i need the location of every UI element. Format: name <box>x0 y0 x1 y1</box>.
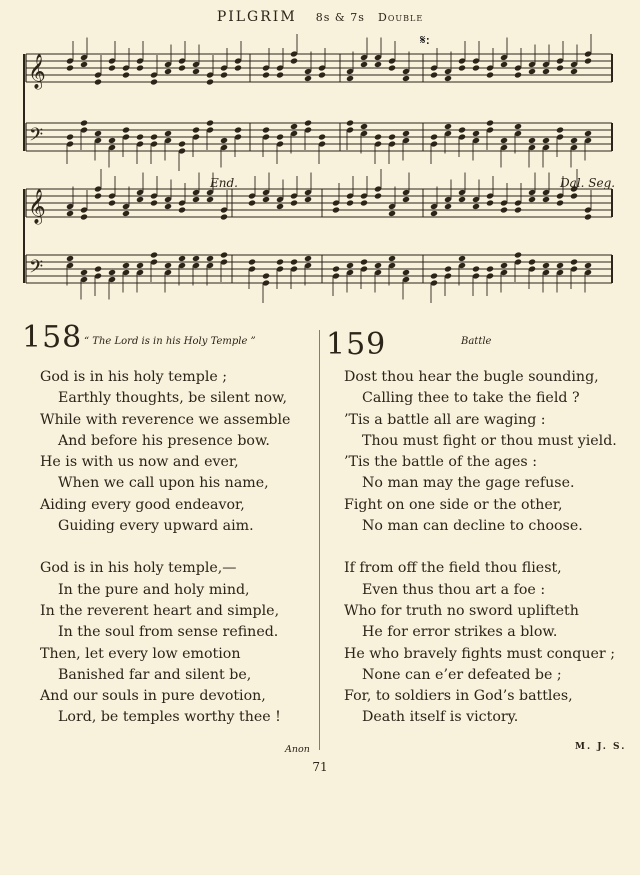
note-head <box>430 210 438 217</box>
hymn-subtitle: Battle <box>461 336 492 347</box>
note-head <box>542 262 550 269</box>
note-head <box>388 64 396 71</box>
verse-line: Then, let every low emotion <box>40 645 241 662</box>
note-head <box>346 262 354 269</box>
note-head <box>122 262 130 269</box>
note-head <box>150 199 158 206</box>
note-head <box>304 75 312 82</box>
verse-line: God is in his holy temple ; <box>40 369 228 385</box>
note-head <box>304 255 312 262</box>
note-head <box>402 75 410 82</box>
note-head <box>486 119 494 126</box>
note-head <box>472 130 480 137</box>
verse-line: ’Tis the battle of the ages : <box>344 454 537 471</box>
tune-name: PILGRIM <box>216 9 297 25</box>
note-head <box>570 137 578 144</box>
verse-line: When we call upon his name, <box>58 475 269 492</box>
note-head <box>66 133 74 140</box>
attribution: Anon <box>285 744 310 755</box>
note-head <box>346 119 354 126</box>
note-head <box>444 203 452 210</box>
note-head <box>458 255 466 262</box>
note-head <box>262 71 270 78</box>
verse-line: God is in his holy temple,— <box>40 560 237 577</box>
note-head <box>220 251 228 258</box>
verse-line: Thou must fight or thou must yield. <box>362 432 617 449</box>
treble-clef-icon: 𝄞 <box>28 54 46 89</box>
note-head <box>206 196 214 203</box>
note-head <box>94 130 102 137</box>
verse-line: ’Tis a battle all are waging : <box>344 411 546 428</box>
note-head <box>514 206 522 213</box>
column-divider <box>319 330 320 750</box>
note-head <box>528 196 536 203</box>
note-head <box>360 258 368 265</box>
note-head <box>584 262 592 269</box>
note-head <box>220 71 228 78</box>
note-head <box>556 64 564 71</box>
note-head <box>374 61 382 68</box>
note-head <box>136 64 144 71</box>
note-head <box>304 196 312 203</box>
note-head <box>94 78 102 85</box>
verse-line: Calling thee to take the field ? <box>362 390 580 407</box>
note-head <box>360 61 368 68</box>
note-head <box>248 199 256 206</box>
note-head <box>514 123 522 130</box>
note-head <box>528 137 536 144</box>
note-head <box>192 68 200 75</box>
note-head <box>556 126 564 133</box>
note-head <box>374 262 382 269</box>
note-head <box>528 68 536 75</box>
note-head <box>66 255 74 262</box>
note-head <box>570 258 578 265</box>
note-head <box>290 258 298 265</box>
note-head <box>276 258 284 265</box>
note-head <box>262 272 270 279</box>
note-head <box>206 119 214 126</box>
note-head <box>388 210 396 217</box>
verse-line: Death itself is victory. <box>362 709 519 726</box>
note-head <box>206 78 214 85</box>
verse-line: Even thus thou art a foe : <box>362 581 546 598</box>
note-head <box>500 262 508 269</box>
note-head <box>220 213 228 220</box>
bass-clef-icon: 𝄢 <box>29 125 44 150</box>
note-head <box>94 265 102 272</box>
note-head <box>276 203 284 210</box>
note-head <box>570 192 578 199</box>
note-head <box>458 196 466 203</box>
note-head <box>136 133 144 140</box>
note-head <box>486 71 494 78</box>
note-head <box>80 213 88 220</box>
note-head <box>150 78 158 85</box>
verse-line: And our souls in pure devotion, <box>40 688 266 705</box>
note-head <box>332 265 340 272</box>
note-head <box>122 210 130 217</box>
attribution: M. J. S. <box>575 742 627 752</box>
note-head <box>514 251 522 258</box>
note-head <box>192 126 200 133</box>
note-head <box>178 206 186 213</box>
note-head <box>290 57 298 64</box>
note-head <box>206 255 214 262</box>
note-head <box>500 206 508 213</box>
note-head <box>584 213 592 220</box>
page-number: 71 <box>312 760 328 774</box>
note-head <box>430 133 438 140</box>
note-head <box>304 119 312 126</box>
note-head <box>346 199 354 206</box>
treble-clef-icon: 𝄞 <box>28 189 46 224</box>
note-head <box>178 140 186 147</box>
note-head <box>262 196 270 203</box>
note-head <box>556 262 564 269</box>
end-label: End. <box>210 176 238 190</box>
verse-line: For, to soldiers in God’s battles, <box>344 688 573 705</box>
note-head <box>136 196 144 203</box>
verse-line: In the soul from sense refined. <box>58 624 279 641</box>
hymn-158-text <box>40 367 290 729</box>
note-head <box>164 262 172 269</box>
note-head <box>332 206 340 213</box>
note-head <box>122 126 130 133</box>
note-head <box>108 64 116 71</box>
note-head <box>542 137 550 144</box>
verse-line: Earthly thoughts, be silent now, <box>58 390 287 407</box>
note-head <box>164 130 172 137</box>
hymn-subtitle: “ The Lord is in his Holy Temple ” <box>84 336 256 347</box>
verse-line: Banished far and silent be, <box>58 666 252 683</box>
note-head <box>472 64 480 71</box>
note-head <box>136 262 144 269</box>
note-head <box>402 196 410 203</box>
note-head <box>234 126 242 133</box>
note-head <box>192 255 200 262</box>
note-head <box>584 130 592 137</box>
music-score <box>0 30 640 305</box>
verse-line: He for error strikes a blow. <box>362 624 558 641</box>
verse-line: And before his presence bow. <box>58 432 270 449</box>
note-head <box>220 137 228 144</box>
note-head <box>388 255 396 262</box>
verse-line: None can e’er defeated be ; <box>362 666 562 683</box>
note-head <box>80 119 88 126</box>
hymn-159-text <box>344 367 617 729</box>
note-head <box>80 269 88 276</box>
note-head <box>542 68 550 75</box>
note-head <box>374 192 382 199</box>
note-head <box>276 71 284 78</box>
note-head <box>472 265 480 272</box>
bass-clef-icon: 𝄢 <box>29 257 44 282</box>
note-head <box>374 133 382 140</box>
verse-line: Aiding every good endeavor, <box>40 496 245 513</box>
verse-line: No man may the gage refuse. <box>362 475 575 492</box>
note-head <box>570 68 578 75</box>
note-head <box>556 199 564 206</box>
note-head <box>458 64 466 71</box>
note-head <box>486 199 494 206</box>
note-head <box>248 258 256 265</box>
note-head <box>80 61 88 68</box>
note-head <box>430 71 438 78</box>
hymn-number: 159 <box>326 327 387 362</box>
hymn-number: 158 <box>22 320 83 355</box>
verse-line: He is with us now and ever, <box>40 454 239 471</box>
verse-line: Who for truth no sword uplifteth <box>344 602 579 619</box>
verse-line: He who bravely fights must conquer ; <box>344 645 615 662</box>
verse-line: Lord, be temples worthy thee ! <box>58 709 281 726</box>
note-head <box>290 123 298 130</box>
note-head <box>108 137 116 144</box>
verse-line: In the reverent heart and simple, <box>40 602 280 619</box>
note-head <box>192 196 200 203</box>
note-head <box>108 269 116 276</box>
note-head <box>444 75 452 82</box>
note-head <box>444 265 452 272</box>
note-head <box>486 265 494 272</box>
note-head <box>360 199 368 206</box>
note-head <box>164 68 172 75</box>
note-head <box>66 64 74 71</box>
note-head <box>276 133 284 140</box>
note-head <box>108 199 116 206</box>
note-head <box>402 130 410 137</box>
verse-line: While with reverence we assemble <box>40 411 291 428</box>
verse-line: In the pure and holy mind, <box>58 581 250 598</box>
note-head <box>542 196 550 203</box>
note-head <box>584 57 592 64</box>
verse-line: Fight on one side or the other, <box>344 496 563 513</box>
note-head <box>458 126 466 133</box>
verse-line: If from off the field thou fliest, <box>344 560 562 577</box>
page-header <box>0 9 640 25</box>
note-head <box>262 126 270 133</box>
note-head <box>360 123 368 130</box>
note-head <box>318 71 326 78</box>
note-head <box>150 133 158 140</box>
note-head <box>388 133 396 140</box>
note-head <box>178 255 186 262</box>
note-head <box>514 71 522 78</box>
note-head <box>500 61 508 68</box>
meter-double: Double <box>378 11 424 24</box>
note-head <box>318 133 326 140</box>
verse-line: No man can decline to choose. <box>362 518 583 535</box>
note-head <box>402 269 410 276</box>
verse-line: Dost thou hear the bugle sounding, <box>344 369 599 385</box>
note-head <box>66 210 74 217</box>
dal-seg-label: Dal. Seg. <box>560 176 616 190</box>
meter: 8s & 7s <box>315 11 365 24</box>
note-head <box>444 123 452 130</box>
note-head <box>528 258 536 265</box>
segno: 𝄋: <box>420 33 430 48</box>
note-head <box>290 199 298 206</box>
note-head <box>122 71 130 78</box>
note-head <box>178 64 186 71</box>
note-head <box>430 272 438 279</box>
note-head <box>94 192 102 199</box>
verse-line: Guiding every upward aim. <box>58 518 254 535</box>
note-head <box>234 64 242 71</box>
note-head <box>164 203 172 210</box>
note-head <box>472 203 480 210</box>
note-head <box>500 137 508 144</box>
note-head <box>150 251 158 258</box>
note-head <box>346 75 354 82</box>
